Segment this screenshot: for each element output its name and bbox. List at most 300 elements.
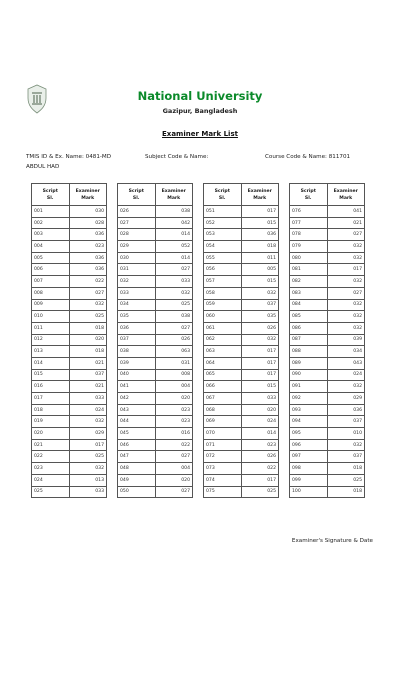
table-row bbox=[32, 322, 107, 334]
table-row bbox=[32, 252, 107, 264]
examiner-mark: 036 bbox=[69, 229, 107, 241]
table-row bbox=[290, 217, 365, 229]
table-row bbox=[118, 463, 193, 475]
table-row bbox=[118, 404, 193, 416]
script-serial: 089 bbox=[290, 357, 328, 369]
table-row bbox=[32, 439, 107, 451]
examiner-mark: 014 bbox=[241, 428, 279, 440]
table-row bbox=[204, 357, 279, 369]
script-serial: 018 bbox=[32, 404, 70, 416]
table-row bbox=[204, 252, 279, 264]
script-serial: 035 bbox=[118, 311, 156, 323]
table-row bbox=[204, 428, 279, 440]
script-serial: 082 bbox=[290, 276, 328, 288]
table-row bbox=[32, 241, 107, 253]
script-serial: 084 bbox=[290, 299, 328, 311]
examiner-mark: 032 bbox=[327, 322, 365, 334]
examiner-mark: 018 bbox=[69, 346, 107, 358]
examiner-mark: 017 bbox=[241, 346, 279, 358]
examiner-mark: 032 bbox=[241, 334, 279, 346]
examiner-mark: 032 bbox=[327, 241, 365, 253]
table-row bbox=[32, 264, 107, 276]
examiner-mark: 020 bbox=[155, 474, 193, 486]
table-row bbox=[204, 311, 279, 323]
script-serial: 056 bbox=[204, 264, 242, 276]
examiner-mark: 025 bbox=[241, 486, 279, 498]
script-column-header: Script Sl. bbox=[290, 184, 328, 206]
subject-code-label: Subject Code & Name: bbox=[145, 154, 209, 160]
table-row bbox=[32, 346, 107, 358]
table-row bbox=[118, 264, 193, 276]
script-serial: 076 bbox=[290, 206, 328, 218]
table-row bbox=[204, 393, 279, 405]
table-row bbox=[32, 463, 107, 475]
table-row bbox=[118, 299, 193, 311]
examiner-mark: 032 bbox=[327, 276, 365, 288]
script-serial: 078 bbox=[290, 229, 328, 241]
tmis-id-label: TMIS ID & Ex. Name: 0481-MD bbox=[26, 154, 112, 160]
script-serial: 096 bbox=[290, 439, 328, 451]
script-serial: 020 bbox=[32, 428, 70, 440]
script-serial: 060 bbox=[204, 311, 242, 323]
mark-table bbox=[289, 183, 365, 498]
examiner-mark: 018 bbox=[69, 322, 107, 334]
table-row bbox=[204, 404, 279, 416]
examiner-mark: 020 bbox=[241, 404, 279, 416]
script-serial: 014 bbox=[32, 357, 70, 369]
examiner-mark: 023 bbox=[241, 439, 279, 451]
script-serial: 097 bbox=[290, 451, 328, 463]
examiner-mark: 032 bbox=[69, 299, 107, 311]
table-row bbox=[118, 393, 193, 405]
script-serial: 067 bbox=[204, 393, 242, 405]
script-serial: 057 bbox=[204, 276, 242, 288]
examiner-mark: 020 bbox=[69, 334, 107, 346]
table-row bbox=[290, 322, 365, 334]
script-serial: 052 bbox=[204, 217, 242, 229]
examiner-mark: 037 bbox=[241, 299, 279, 311]
examiner-mark: 005 bbox=[241, 264, 279, 276]
examiner-mark: 033 bbox=[69, 393, 107, 405]
script-serial: 017 bbox=[32, 393, 70, 405]
table-row bbox=[32, 451, 107, 463]
script-serial: 070 bbox=[204, 428, 242, 440]
examiner-mark: 025 bbox=[155, 299, 193, 311]
script-serial: 028 bbox=[118, 229, 156, 241]
script-serial: 055 bbox=[204, 252, 242, 264]
table-row bbox=[32, 217, 107, 229]
examiner-mark: 017 bbox=[241, 369, 279, 381]
table-row bbox=[290, 264, 365, 276]
table-row bbox=[290, 287, 365, 299]
examiner-signature-label: Examiner's Signature & Date bbox=[291, 538, 373, 544]
examiner-mark: 032 bbox=[327, 381, 365, 393]
table-header-row bbox=[32, 184, 107, 206]
table-row bbox=[32, 486, 107, 498]
table-row bbox=[118, 474, 193, 486]
script-serial: 047 bbox=[118, 451, 156, 463]
examiner-mark: 015 bbox=[241, 276, 279, 288]
table-row bbox=[290, 451, 365, 463]
table-row bbox=[204, 334, 279, 346]
script-serial: 062 bbox=[204, 334, 242, 346]
script-serial: 053 bbox=[204, 229, 242, 241]
script-serial: 086 bbox=[290, 322, 328, 334]
table-row bbox=[32, 416, 107, 428]
script-serial: 061 bbox=[204, 322, 242, 334]
script-serial: 038 bbox=[118, 346, 156, 358]
script-serial: 032 bbox=[118, 276, 156, 288]
university-address: Gazipur, Bangladesh bbox=[162, 107, 238, 115]
examiner-mark: 032 bbox=[327, 311, 365, 323]
mark-table bbox=[117, 183, 193, 498]
table-row bbox=[118, 381, 193, 393]
table-row bbox=[204, 322, 279, 334]
script-serial: 098 bbox=[290, 463, 328, 475]
table-row bbox=[118, 428, 193, 440]
examiner-mark: 042 bbox=[155, 217, 193, 229]
examiner-mark: 014 bbox=[155, 229, 193, 241]
script-serial: 049 bbox=[118, 474, 156, 486]
script-serial: 092 bbox=[290, 393, 328, 405]
examiner-mark: 027 bbox=[155, 264, 193, 276]
examiner-mark: 037 bbox=[327, 451, 365, 463]
table-row bbox=[204, 264, 279, 276]
table-row bbox=[290, 428, 365, 440]
examiner-mark: 010 bbox=[327, 428, 365, 440]
table-row bbox=[204, 463, 279, 475]
script-serial: 033 bbox=[118, 287, 156, 299]
examiner-mark: 028 bbox=[69, 217, 107, 229]
examiner-mark: 025 bbox=[327, 474, 365, 486]
table-row bbox=[118, 346, 193, 358]
table-row bbox=[204, 217, 279, 229]
table-row bbox=[290, 346, 365, 358]
examiner-mark: 022 bbox=[69, 276, 107, 288]
script-serial: 039 bbox=[118, 357, 156, 369]
script-serial: 010 bbox=[32, 311, 70, 323]
script-serial: 080 bbox=[290, 252, 328, 264]
script-column-header: Script Sl. bbox=[32, 184, 70, 206]
mark-table bbox=[203, 183, 279, 498]
script-serial: 024 bbox=[32, 474, 70, 486]
script-serial: 029 bbox=[118, 241, 156, 253]
table-row bbox=[290, 276, 365, 288]
script-serial: 011 bbox=[32, 322, 70, 334]
script-serial: 059 bbox=[204, 299, 242, 311]
script-serial: 004 bbox=[32, 241, 70, 253]
script-serial: 026 bbox=[118, 206, 156, 218]
table-row bbox=[118, 334, 193, 346]
examiner-mark: 032 bbox=[327, 299, 365, 311]
examiner-mark: 027 bbox=[155, 451, 193, 463]
table-row bbox=[32, 287, 107, 299]
examiner-mark: 021 bbox=[327, 217, 365, 229]
examiner-mark: 013 bbox=[69, 474, 107, 486]
examiner-mark: 036 bbox=[69, 252, 107, 264]
examiner-name: ABDUL HAD bbox=[26, 164, 60, 170]
mark-column-header: Examiner Mark bbox=[155, 184, 193, 206]
table-row bbox=[204, 346, 279, 358]
script-serial: 031 bbox=[118, 264, 156, 276]
examiner-mark: 034 bbox=[327, 346, 365, 358]
script-serial: 019 bbox=[32, 416, 70, 428]
table-row bbox=[118, 357, 193, 369]
examiner-mark: 021 bbox=[69, 357, 107, 369]
examiner-mark: 025 bbox=[69, 311, 107, 323]
table-row bbox=[290, 486, 365, 498]
script-serial: 088 bbox=[290, 346, 328, 358]
script-serial: 100 bbox=[290, 486, 328, 498]
script-serial: 023 bbox=[32, 463, 70, 475]
table-row bbox=[290, 252, 365, 264]
script-serial: 022 bbox=[32, 451, 70, 463]
mark-column-header: Examiner Mark bbox=[241, 184, 279, 206]
table-row bbox=[290, 229, 365, 241]
document-title: Examiner Mark List bbox=[162, 130, 238, 138]
script-serial: 099 bbox=[290, 474, 328, 486]
examiner-mark: 032 bbox=[69, 463, 107, 475]
examiner-mark: 036 bbox=[69, 264, 107, 276]
examiner-mark: 043 bbox=[327, 357, 365, 369]
examiner-mark: 025 bbox=[69, 451, 107, 463]
examiner-mark: 030 bbox=[69, 206, 107, 218]
table-row bbox=[118, 276, 193, 288]
table-row bbox=[204, 206, 279, 218]
script-column-header: Script Sl. bbox=[204, 184, 242, 206]
mark-column-header: Examiner Mark bbox=[69, 184, 107, 206]
examiner-mark: 016 bbox=[155, 428, 193, 440]
script-serial: 044 bbox=[118, 416, 156, 428]
table-row bbox=[118, 486, 193, 498]
table-row bbox=[32, 393, 107, 405]
script-column-header: Script Sl. bbox=[118, 184, 156, 206]
examiner-mark: 032 bbox=[327, 439, 365, 451]
script-serial: 025 bbox=[32, 486, 70, 498]
table-row bbox=[204, 276, 279, 288]
examiner-mark: 014 bbox=[155, 252, 193, 264]
table-row bbox=[290, 206, 365, 218]
script-serial: 063 bbox=[204, 346, 242, 358]
examiner-mark: 032 bbox=[155, 287, 193, 299]
script-serial: 048 bbox=[118, 463, 156, 475]
examiner-mark: 027 bbox=[327, 229, 365, 241]
mark-table bbox=[31, 183, 107, 498]
table-row bbox=[32, 381, 107, 393]
table-row bbox=[118, 217, 193, 229]
examiner-mark: 018 bbox=[241, 241, 279, 253]
table-row bbox=[118, 311, 193, 323]
script-serial: 021 bbox=[32, 439, 70, 451]
script-serial: 094 bbox=[290, 416, 328, 428]
examiner-mark: 032 bbox=[69, 416, 107, 428]
script-serial: 009 bbox=[32, 299, 70, 311]
mark-column-header: Examiner Mark bbox=[327, 184, 365, 206]
examiner-mark: 026 bbox=[241, 322, 279, 334]
examiner-mark: 018 bbox=[327, 463, 365, 475]
script-serial: 002 bbox=[32, 217, 70, 229]
table-row bbox=[32, 299, 107, 311]
table-row bbox=[118, 416, 193, 428]
table-row bbox=[32, 369, 107, 381]
examiner-mark: 036 bbox=[327, 404, 365, 416]
table-row bbox=[118, 451, 193, 463]
script-serial: 016 bbox=[32, 381, 70, 393]
table-row bbox=[118, 439, 193, 451]
script-serial: 074 bbox=[204, 474, 242, 486]
examiner-mark: 008 bbox=[155, 369, 193, 381]
table-row bbox=[118, 229, 193, 241]
script-serial: 093 bbox=[290, 404, 328, 416]
examiner-mark: 004 bbox=[155, 381, 193, 393]
examiner-mark: 032 bbox=[327, 252, 365, 264]
examiner-mark: 037 bbox=[69, 369, 107, 381]
examiner-mark: 026 bbox=[155, 334, 193, 346]
script-serial: 015 bbox=[32, 369, 70, 381]
examiner-mark: 032 bbox=[241, 287, 279, 299]
examiner-mark: 018 bbox=[327, 486, 365, 498]
table-row bbox=[290, 311, 365, 323]
examiner-mark: 004 bbox=[155, 463, 193, 475]
table-row bbox=[204, 439, 279, 451]
table-row bbox=[204, 381, 279, 393]
table-row bbox=[290, 463, 365, 475]
script-serial: 042 bbox=[118, 393, 156, 405]
script-serial: 008 bbox=[32, 287, 70, 299]
script-serial: 005 bbox=[32, 252, 70, 264]
table-row bbox=[290, 369, 365, 381]
script-serial: 065 bbox=[204, 369, 242, 381]
script-serial: 036 bbox=[118, 322, 156, 334]
examiner-mark: 020 bbox=[155, 393, 193, 405]
examiner-mark: 017 bbox=[69, 439, 107, 451]
table-row bbox=[204, 299, 279, 311]
table-row bbox=[32, 474, 107, 486]
script-serial: 006 bbox=[32, 264, 70, 276]
script-serial: 077 bbox=[290, 217, 328, 229]
script-serial: 085 bbox=[290, 311, 328, 323]
table-row bbox=[290, 416, 365, 428]
table-row bbox=[118, 241, 193, 253]
examiner-mark: 024 bbox=[69, 404, 107, 416]
examiner-mark: 022 bbox=[155, 439, 193, 451]
examiner-mark: 039 bbox=[327, 334, 365, 346]
table-row bbox=[290, 439, 365, 451]
examiner-mark: 011 bbox=[241, 252, 279, 264]
script-serial: 003 bbox=[32, 229, 70, 241]
examiner-mark: 024 bbox=[241, 416, 279, 428]
script-serial: 030 bbox=[118, 252, 156, 264]
table-row bbox=[290, 404, 365, 416]
examiner-mark: 024 bbox=[327, 369, 365, 381]
examiner-mark: 023 bbox=[155, 404, 193, 416]
table-row bbox=[204, 287, 279, 299]
examiner-mark: 052 bbox=[155, 241, 193, 253]
table-row bbox=[290, 334, 365, 346]
table-row bbox=[290, 393, 365, 405]
table-header-row bbox=[290, 184, 365, 206]
table-row bbox=[118, 206, 193, 218]
examiner-mark: 033 bbox=[69, 486, 107, 498]
script-serial: 040 bbox=[118, 369, 156, 381]
examiner-mark: 041 bbox=[327, 206, 365, 218]
examiner-mark: 021 bbox=[69, 381, 107, 393]
university-name: National University bbox=[137, 89, 263, 103]
table-header-row bbox=[118, 184, 193, 206]
examiner-mark: 037 bbox=[327, 416, 365, 428]
examiner-mark: 022 bbox=[241, 463, 279, 475]
table-row bbox=[32, 404, 107, 416]
table-row bbox=[204, 241, 279, 253]
examiner-mark: 017 bbox=[241, 474, 279, 486]
script-serial: 034 bbox=[118, 299, 156, 311]
examiner-mark: 033 bbox=[241, 393, 279, 405]
examiner-mark: 017 bbox=[327, 264, 365, 276]
script-serial: 079 bbox=[290, 241, 328, 253]
script-serial: 051 bbox=[204, 206, 242, 218]
examiner-mark: 038 bbox=[155, 311, 193, 323]
table-row bbox=[204, 229, 279, 241]
table-row bbox=[32, 428, 107, 440]
examiner-mark: 027 bbox=[155, 486, 193, 498]
table-row bbox=[32, 334, 107, 346]
examiner-mark: 023 bbox=[69, 241, 107, 253]
table-row bbox=[290, 381, 365, 393]
table-row bbox=[32, 357, 107, 369]
table-row bbox=[204, 486, 279, 498]
examiner-mark: 029 bbox=[327, 393, 365, 405]
script-serial: 027 bbox=[118, 217, 156, 229]
examiner-mark: 038 bbox=[155, 206, 193, 218]
examiner-mark: 035 bbox=[241, 311, 279, 323]
examiner-mark: 063 bbox=[155, 346, 193, 358]
script-serial: 046 bbox=[118, 439, 156, 451]
script-serial: 007 bbox=[32, 276, 70, 288]
script-serial: 072 bbox=[204, 451, 242, 463]
script-serial: 037 bbox=[118, 334, 156, 346]
table-row bbox=[118, 287, 193, 299]
examiner-mark: 029 bbox=[69, 428, 107, 440]
table-row bbox=[204, 474, 279, 486]
script-serial: 091 bbox=[290, 381, 328, 393]
script-serial: 090 bbox=[290, 369, 328, 381]
table-row bbox=[204, 369, 279, 381]
script-serial: 054 bbox=[204, 241, 242, 253]
script-serial: 012 bbox=[32, 334, 70, 346]
table-row bbox=[290, 299, 365, 311]
examiner-mark: 033 bbox=[155, 276, 193, 288]
script-serial: 087 bbox=[290, 334, 328, 346]
script-serial: 058 bbox=[204, 287, 242, 299]
table-row bbox=[32, 311, 107, 323]
script-serial: 001 bbox=[32, 206, 70, 218]
table-row bbox=[118, 252, 193, 264]
examiner-mark: 027 bbox=[327, 287, 365, 299]
examiner-mark: 017 bbox=[241, 357, 279, 369]
table-row bbox=[118, 369, 193, 381]
script-serial: 050 bbox=[118, 486, 156, 498]
script-serial: 068 bbox=[204, 404, 242, 416]
script-serial: 083 bbox=[290, 287, 328, 299]
script-serial: 043 bbox=[118, 404, 156, 416]
script-serial: 045 bbox=[118, 428, 156, 440]
examiner-mark: 031 bbox=[155, 357, 193, 369]
script-serial: 095 bbox=[290, 428, 328, 440]
table-row bbox=[290, 241, 365, 253]
course-code-label: Course Code & Name: 811701 bbox=[265, 154, 351, 160]
table-row bbox=[204, 451, 279, 463]
table-row bbox=[204, 416, 279, 428]
